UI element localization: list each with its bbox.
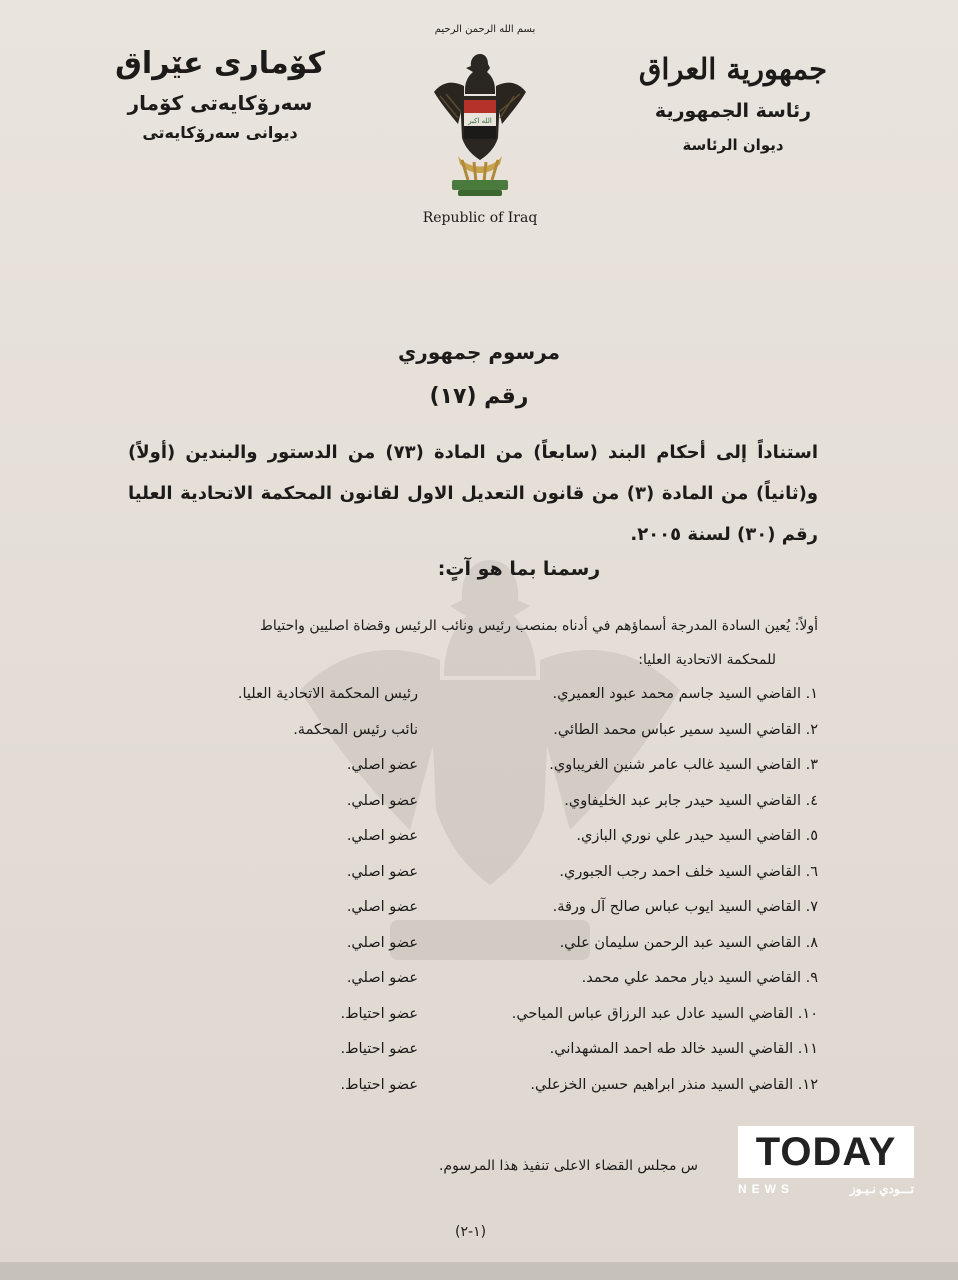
decree-preamble: استناداً إلى أحكام البند (سابعاً) من المادة (٧٣) من الدستور والبندين (أولاً) و(ثانياً) من المادة (٣) من قانون التعديل الاول لقانون المحكمة الاتحادية العليا رقم (٣٠) لسنة ٢٠٠٥. bbox=[128, 442, 819, 545]
list-item bbox=[118, 722, 818, 758]
office-kurdish: ديوانی سەرۆكايەتی bbox=[142, 123, 298, 142]
judge-name: ٧. القاضي السيد ايوب عباس صالح آل ورقة. bbox=[552, 899, 818, 915]
decreed-heading: رسمنا بما هو آتٍ: bbox=[437, 558, 601, 580]
list-item bbox=[118, 686, 818, 722]
emblem-caption: Republic of Iraq bbox=[422, 210, 538, 226]
today-news-subtitle bbox=[738, 1182, 914, 1198]
presidency-kurdish: سەرۆكايەتی كۆمار bbox=[127, 91, 313, 115]
judge-role: عضو اصلي. bbox=[346, 828, 418, 844]
list-item bbox=[118, 970, 818, 1006]
judge-role: رئيس المحكمة الاتحادية العليا. bbox=[237, 686, 418, 702]
list-item bbox=[118, 864, 818, 900]
judge-role: عضو احتياط. bbox=[340, 1076, 418, 1093]
judge-name: ١. القاضي السيد جاسم محمد عبود العميري. bbox=[552, 686, 818, 702]
judge-role: عضو اصلي. bbox=[346, 757, 418, 773]
judge-name: ١٢. القاضي السيد منذر ابراهيم حسين الخزعلي. bbox=[530, 1076, 818, 1093]
news-label-ar: تـــودي نـيـوز bbox=[849, 1182, 914, 1196]
list-item bbox=[118, 1077, 818, 1113]
list-item bbox=[118, 793, 818, 829]
decree-title: مرسوم جمهوري bbox=[397, 340, 561, 364]
kurdish-letterhead bbox=[110, 46, 330, 142]
country-name-kurdish: كۆماری عێراق bbox=[115, 46, 325, 81]
judge-name: ٥. القاضي السيد حيدر علي نوري البازي. bbox=[576, 828, 818, 844]
list-item bbox=[118, 1041, 818, 1077]
judge-name: ٣. القاضي السيد غالب عامر شنين الغريباوي. bbox=[549, 757, 818, 773]
list-item bbox=[118, 757, 818, 793]
judge-name: ٢. القاضي السيد سمير عباس محمد الطائي. bbox=[553, 721, 818, 738]
page-number: (١-٢) bbox=[455, 1224, 487, 1240]
judge-role: نائب رئيس المحكمة. bbox=[293, 721, 418, 738]
judge-name: ١١. القاضي السيد خالد طه احمد المشهداني. bbox=[549, 1041, 818, 1057]
svg-text:الله اكبر: الله اكبر bbox=[468, 117, 492, 125]
judge-role: عضو اصلي. bbox=[346, 934, 418, 951]
list-item bbox=[118, 828, 818, 864]
iraq-eagle-emblem-icon bbox=[428, 46, 532, 204]
list-item bbox=[118, 1006, 818, 1042]
today-news-logo bbox=[738, 1126, 914, 1178]
judge-name: ٦. القاضي السيد خلف احمد رجب الجبوري. bbox=[559, 863, 818, 880]
list-item bbox=[118, 899, 818, 935]
article-first bbox=[138, 609, 818, 677]
judge-role: عضو احتياط. bbox=[340, 1041, 418, 1057]
judge-role: عضو اصلي. bbox=[346, 863, 418, 880]
judge-role: عضو اصلي. bbox=[346, 899, 418, 915]
list-item bbox=[118, 935, 818, 971]
basmala: بسم الله الرحمن الرحيم bbox=[434, 24, 536, 35]
judge-name: ٤. القاضي السيد حيدر جابر عبد الخليفاوي. bbox=[564, 792, 818, 809]
news-label-en: NEWS bbox=[738, 1182, 794, 1196]
judge-name: ٩. القاضي السيد ديار محمد علي محمد. bbox=[581, 970, 818, 986]
arabic-letterhead bbox=[618, 52, 848, 154]
judge-role: عضو احتياط. bbox=[340, 1005, 418, 1022]
presidency-arabic: رئاسة الجمهورية bbox=[654, 100, 812, 122]
article-first-line1: أولاً: يُعين السادة المدرجة أسماؤهم في أدناه بمنصب رئيس ونائب الرئيس وقضاة اصليين واحتياط bbox=[259, 618, 818, 634]
country-name-arabic: جمهورية العراق bbox=[638, 52, 828, 86]
decree-number: رقم (١٧) bbox=[429, 384, 529, 409]
today-logo-text: TODAY bbox=[755, 1130, 897, 1174]
judge-name: ٨. القاضي السيد عبد الرحمن سليمان علي. bbox=[559, 934, 818, 951]
judge-role: عضو اصلي. bbox=[346, 792, 418, 809]
office-arabic: ديوان الرئاسة bbox=[682, 136, 784, 154]
judge-role: عضو اصلي. bbox=[346, 970, 418, 986]
execution-clause: س مجلس القضاء الاعلى تنفيذ هذا المرسوم. bbox=[438, 1158, 698, 1174]
judge-name: ١٠. القاضي السيد عادل عبد الرزاق عباس المياحي. bbox=[511, 1005, 818, 1022]
article-first-line2: للمحكمة الاتحادية العليا: bbox=[638, 652, 776, 668]
page-bottom-edge bbox=[0, 1262, 958, 1280]
judges-list bbox=[118, 686, 818, 1112]
